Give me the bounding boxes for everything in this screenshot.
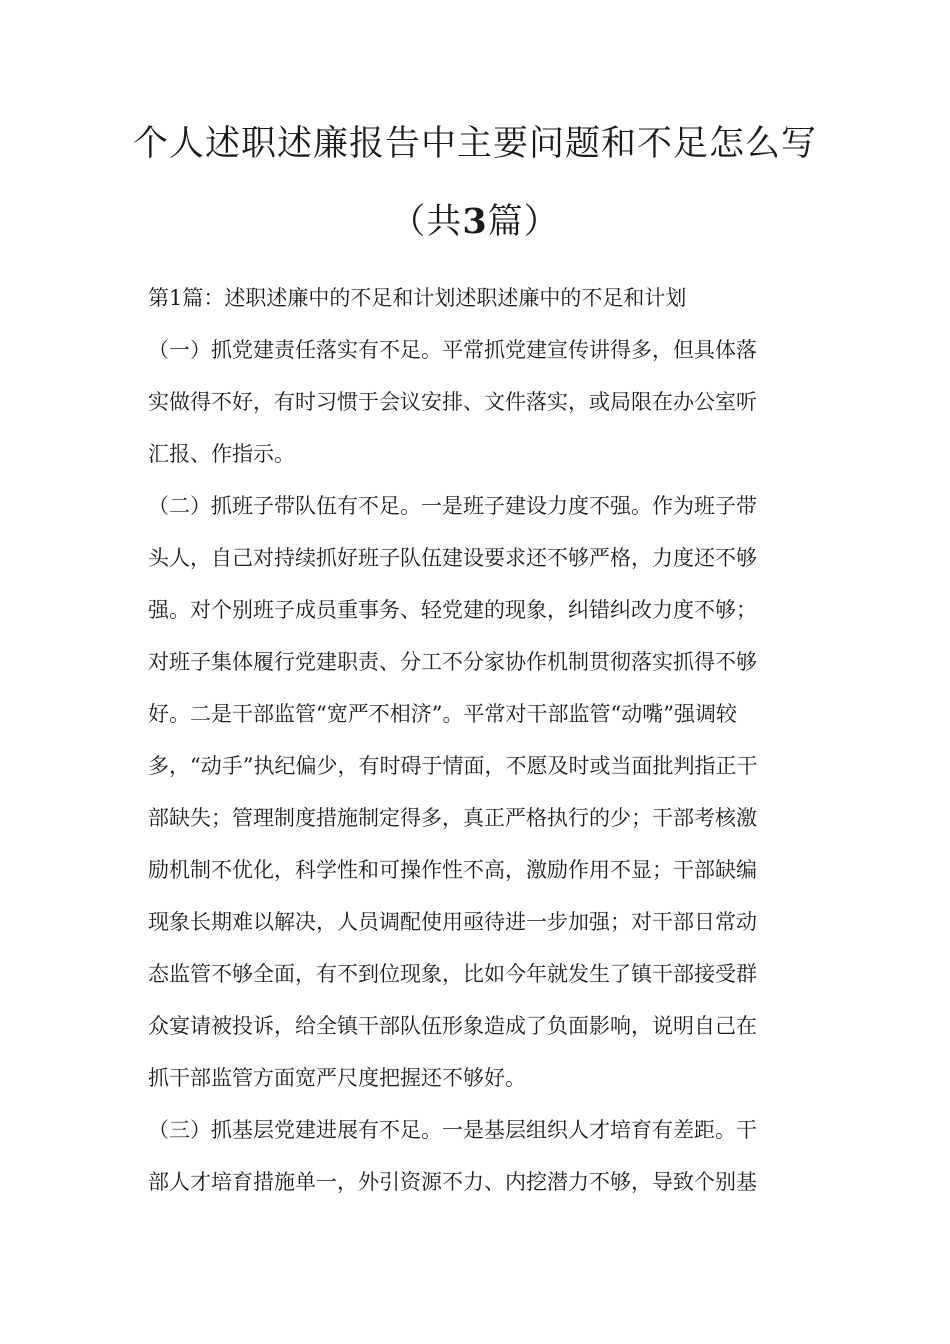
text-line: 对班子集体履行党建职责、分工不分家协作机制贯彻落实抓得不够	[148, 650, 757, 674]
text-line: （二）抓班子带队伍有不足。一是班子建设力度不强。作为班子带	[148, 494, 757, 518]
text-line: （一）抓党建责任落实有不足。平常抓党建宣传讲得多，但具体落	[148, 338, 757, 362]
article-heading: 第1篇：述职述廉中的不足和计划述职述廉中的不足和计划	[148, 286, 687, 310]
document-title: 个人述职述廉报告中主要问题和不足怎么写	[132, 124, 817, 164]
text-line: 头人，自己对持续抓好班子队伍建设要求还不够严格，力度还不够	[148, 546, 757, 570]
article-count: 3	[462, 201, 488, 242]
text-line: 现象长期难以解决，人员调配使用亟待进一步加强；对干部日常动	[148, 910, 757, 934]
text-line: 汇报、作指示。	[148, 442, 295, 466]
text-line: （三）抓基层党建进展有不足。一是基层组织人才培育有差距。干	[148, 1118, 757, 1142]
document-body	[148, 272, 798, 1208]
text-line: 多，“动手”执纪偏少，有时碍于情面，不愿及时或当面批判指正干	[148, 754, 758, 778]
text-line: 强。对个别班子成员重事务、轻党建的现象，纠错纠改力度不够；	[148, 598, 757, 622]
text-line: 励机制不优化，科学性和可操作性不高，激励作用不显；干部缺编	[148, 858, 757, 882]
text-line: 好。二是干部监管“宽严不相济”。平常对干部监管“动嘴”强调较	[148, 702, 737, 726]
subtitle-prefix: （共	[390, 202, 463, 242]
text-line: 抓干部监管方面宽严尺度把握还不够好。	[148, 1066, 526, 1090]
text-line: 部缺失；管理制度措施制定得多，真正严格执行的少；干部考核激	[148, 806, 757, 830]
text-line: 实做得不好，有时习惯于会议安排、文件落实，或局限在办公室听	[148, 390, 757, 414]
subtitle-suffix: 篇）	[487, 202, 560, 242]
text-line: 众宴请被投诉，给全镇干部队伍形象造成了负面影响，说明自己在	[148, 1014, 757, 1038]
text-line: 态监管不够全面，有不到位现象，比如今年就发生了镇干部接受群	[148, 962, 757, 986]
document-subtitle	[0, 202, 950, 242]
text-line: 部人才培育措施单一，外引资源不力、内挖潜力不够，导致个别基	[148, 1170, 757, 1194]
